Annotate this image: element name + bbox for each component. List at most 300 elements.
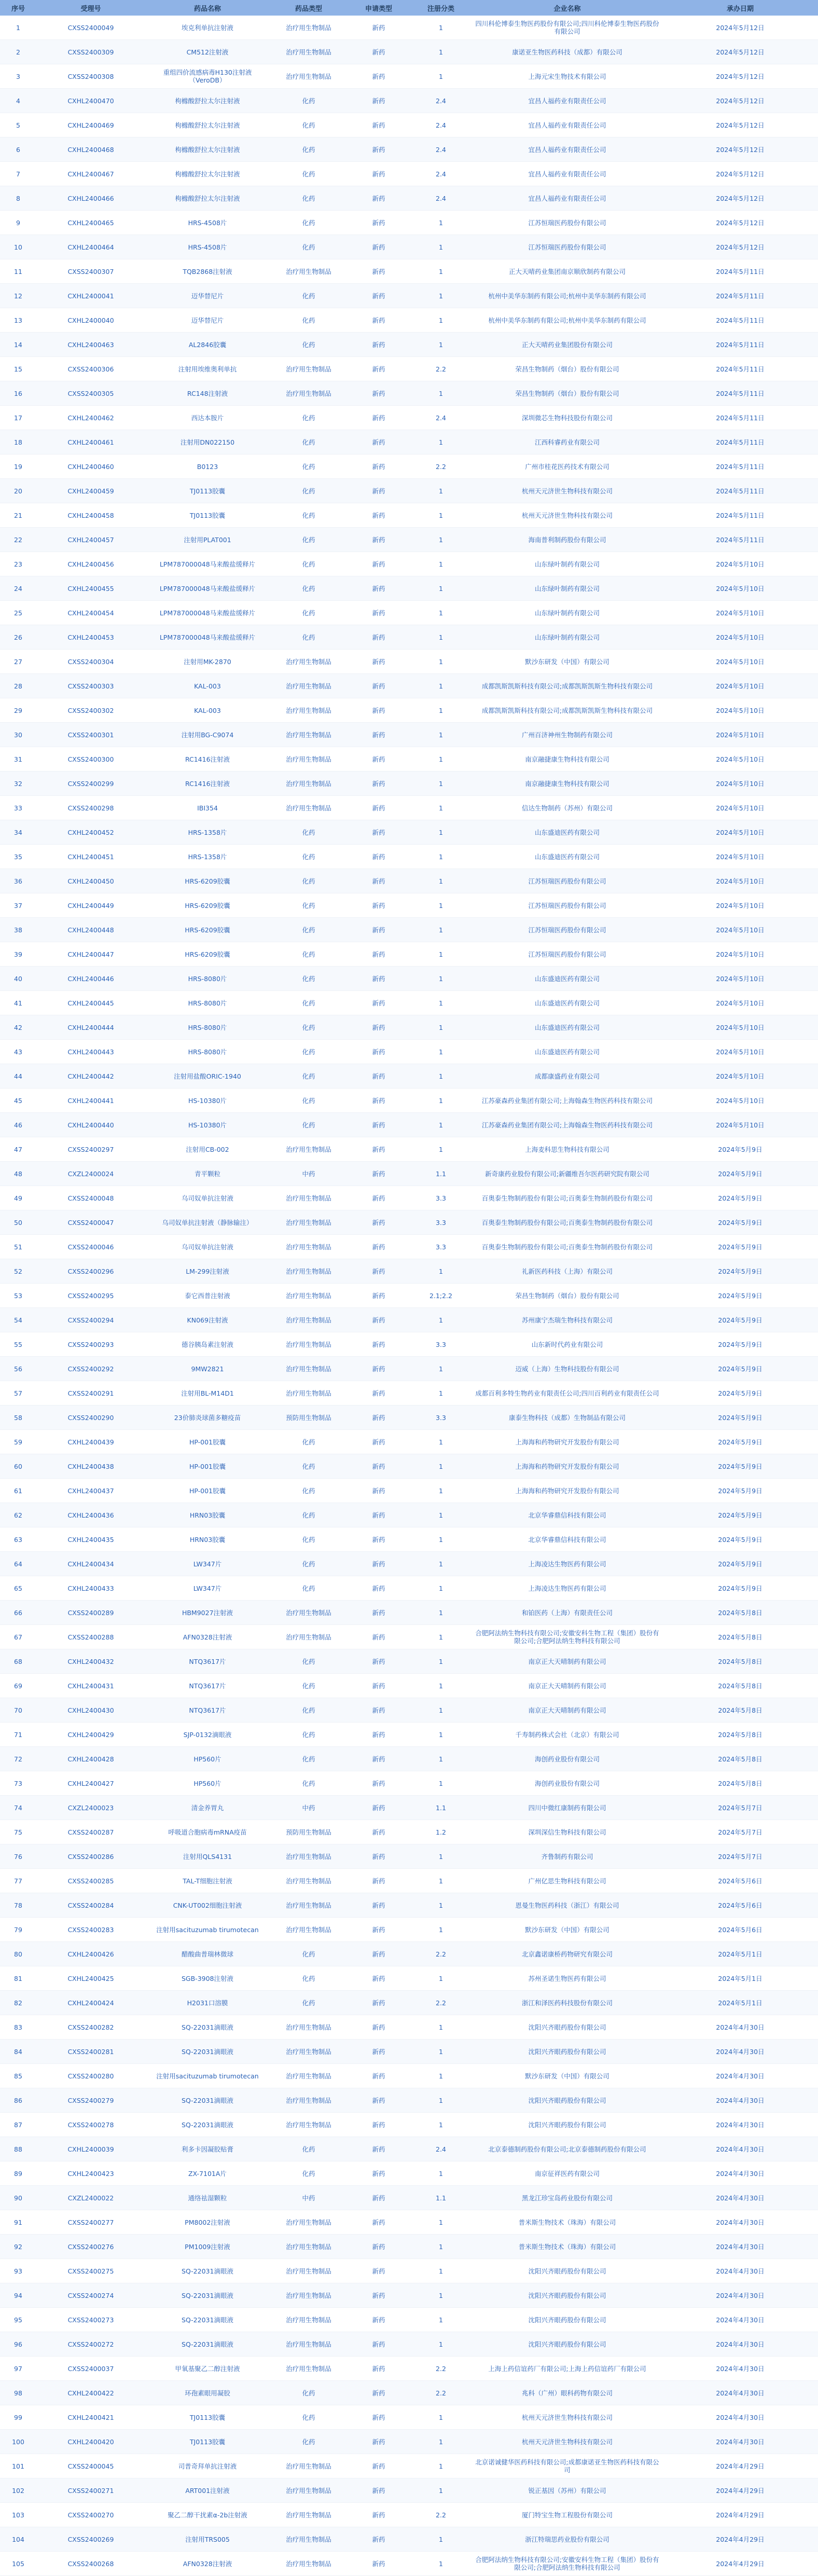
company-name: 上海上药信谊药厂有限公司;上海上药信谊药厂有限公司 — [472, 2357, 662, 2381]
drug-name[interactable]: HRN03胶囊 — [145, 1527, 270, 1552]
drug-name[interactable]: 埃克利单抗注射液 — [145, 16, 270, 40]
drug-name[interactable]: HRS-4508片 — [145, 211, 270, 235]
drug-name[interactable]: HP-001胶囊 — [145, 1454, 270, 1479]
row-index: 10 — [0, 235, 36, 259]
drug-name[interactable]: HRS-8080片 — [145, 1040, 270, 1064]
acceptance-number[interactable]: CXHL2400461 — [36, 430, 145, 454]
acceptance-number[interactable]: CXHL2400469 — [36, 113, 145, 137]
drug-name[interactable]: TJ0113胶囊 — [145, 2430, 270, 2454]
application-type: 新药 — [348, 893, 410, 918]
row-index: 30 — [0, 723, 36, 747]
registration-class: 1 — [410, 16, 472, 40]
drug-name[interactable]: 枸橼酸舒拉太尔注射液 — [145, 89, 270, 113]
table-row — [0, 2405, 818, 2430]
acceptance-number[interactable]: CXSS2400301 — [36, 723, 145, 747]
acceptance-number[interactable]: CXHL2400460 — [36, 454, 145, 479]
acceptance-number[interactable]: CXSS2400046 — [36, 1235, 145, 1259]
acceptance-number[interactable]: CXHL2400438 — [36, 1454, 145, 1479]
drug-name[interactable]: 乌司奴单抗注射液 — [145, 1186, 270, 1210]
drug-name[interactable]: IBI354 — [145, 796, 270, 820]
drug-name[interactable]: KN069注射液 — [145, 1308, 270, 1332]
drug-name[interactable]: 9MW2821 — [145, 1357, 270, 1381]
drug-name[interactable]: 德谷胰岛素注射液 — [145, 1332, 270, 1357]
drug-name[interactable]: AFN0328注射液 — [145, 1625, 270, 1649]
acceptance-number[interactable]: CXHL2400444 — [36, 1015, 145, 1040]
table-row — [0, 284, 818, 308]
drug-name[interactable]: CNK-UT002细胞注射液 — [145, 1893, 270, 1918]
drug-name[interactable]: LPM787000048马来酸盐缓释片 — [145, 552, 270, 576]
application-type: 新药 — [348, 1747, 410, 1771]
drug-type: 中药 — [270, 1796, 348, 1820]
drug-name[interactable]: TJ0113胶囊 — [145, 503, 270, 528]
drug-name[interactable]: 注射用TRS005 — [145, 2527, 270, 2552]
registration-class: 1 — [410, 1576, 472, 1601]
drug-name[interactable]: LPM787000048马来酸盐缓释片 — [145, 625, 270, 650]
row-index: 94 — [0, 2283, 36, 2308]
drug-name[interactable]: HBM9027注射液 — [145, 1601, 270, 1625]
company-name: 广州亿思生物科技有限公司 — [472, 1869, 662, 1893]
drug-name[interactable]: SQ-22031滴眼液 — [145, 2283, 270, 2308]
acceptance-number[interactable]: CXSS2400277 — [36, 2210, 145, 2235]
acceptance-number[interactable]: CXSS2400292 — [36, 1357, 145, 1381]
drug-name[interactable]: 乌司奴单抗注射液（静脉输注） — [145, 1210, 270, 1235]
acceptance-number[interactable]: CXHL2400421 — [36, 2405, 145, 2430]
drug-type: 治疗用生物制品 — [270, 2113, 348, 2137]
undertake-date: 2024年5月7日 — [662, 1820, 818, 1844]
acceptance-number[interactable]: CXSS2400306 — [36, 357, 145, 381]
acceptance-number[interactable]: CXSS2400293 — [36, 1332, 145, 1357]
drug-name[interactable]: PM1009注射液 — [145, 2235, 270, 2259]
acceptance-number[interactable]: CXSS2400300 — [36, 747, 145, 772]
drug-name[interactable]: NTQ3617片 — [145, 1674, 270, 1698]
table-row — [0, 2308, 818, 2332]
drug-name[interactable]: ART001注射液 — [145, 2478, 270, 2503]
acceptance-number[interactable]: CXHL2400458 — [36, 503, 145, 528]
acceptance-number[interactable]: CXSS2400305 — [36, 381, 145, 406]
drug-type: 化药 — [270, 1966, 348, 1991]
acceptance-number[interactable]: CXHL2400470 — [36, 89, 145, 113]
application-type: 新药 — [348, 1869, 410, 1893]
table-row — [0, 2137, 818, 2161]
table-row — [0, 1357, 818, 1381]
drug-type: 化药 — [270, 1113, 348, 1137]
acceptance-number[interactable]: CXSS2400272 — [36, 2332, 145, 2357]
acceptance-number[interactable]: CXHL2400467 — [36, 162, 145, 186]
acceptance-number[interactable]: CXHL2400468 — [36, 137, 145, 162]
acceptance-number[interactable]: CXHL2400452 — [36, 820, 145, 845]
acceptance-number[interactable]: CXSS2400307 — [36, 259, 145, 284]
drug-name[interactable]: KAL-003 — [145, 698, 270, 723]
acceptance-number[interactable]: CXHL2400443 — [36, 1040, 145, 1064]
row-index: 90 — [0, 2186, 36, 2210]
registration-class: 2.1;2.2 — [410, 1284, 472, 1308]
drug-name[interactable]: HRS-1358片 — [145, 820, 270, 845]
drug-name[interactable]: 枸橼酸舒拉太尔注射液 — [145, 162, 270, 186]
acceptance-number[interactable]: CXHL2400462 — [36, 406, 145, 430]
acceptance-number[interactable]: CXSS2400045 — [36, 2454, 145, 2478]
table-row — [0, 625, 818, 650]
acceptance-number[interactable]: CXHL2400447 — [36, 942, 145, 967]
acceptance-number[interactable]: CXHL2400039 — [36, 2137, 145, 2161]
acceptance-number[interactable]: CXHL2400040 — [36, 308, 145, 333]
undertake-date: 2024年5月12日 — [662, 211, 818, 235]
acceptance-number[interactable]: CXSS2400295 — [36, 1284, 145, 1308]
acceptance-number[interactable]: CXSS2400283 — [36, 1918, 145, 1942]
registration-class: 1 — [410, 1308, 472, 1332]
drug-name[interactable]: AFN0328注射液 — [145, 2552, 270, 2576]
table-row — [0, 1406, 818, 1430]
drug-name[interactable]: HRS-1358片 — [145, 845, 270, 869]
registration-class: 2.4 — [410, 137, 472, 162]
acceptance-number[interactable]: CXHL2400445 — [36, 991, 145, 1015]
drug-name[interactable]: LM-299注射液 — [145, 1259, 270, 1284]
acceptance-number[interactable]: CXZL2400022 — [36, 2186, 145, 2210]
drug-name[interactable]: SJP-0132滴眼液 — [145, 1723, 270, 1747]
undertake-date: 2024年5月9日 — [662, 1503, 818, 1527]
drug-name[interactable]: PM8002注射液 — [145, 2210, 270, 2235]
drug-name[interactable]: 注射用PLAT001 — [145, 528, 270, 552]
table-row — [0, 2527, 818, 2552]
application-type: 新药 — [348, 2503, 410, 2527]
acceptance-number[interactable]: CXSS2400290 — [36, 1406, 145, 1430]
acceptance-number[interactable]: CXSS2400304 — [36, 650, 145, 674]
drug-name[interactable]: 呼吸道合胞病毒mRNA疫苗 — [145, 1820, 270, 1844]
acceptance-number[interactable]: CXSS2400308 — [36, 64, 145, 89]
acceptance-number[interactable]: CXSS2400309 — [36, 40, 145, 64]
row-index: 100 — [0, 2430, 36, 2454]
drug-name[interactable]: 注射用QLS4131 — [145, 1844, 270, 1869]
drug-name[interactable]: HRS-8080片 — [145, 1015, 270, 1040]
drug-name[interactable]: LPM787000048马来酸盐缓释片 — [145, 601, 270, 625]
acceptance-number[interactable]: CXHL2400425 — [36, 1966, 145, 1991]
drug-name[interactable]: 环孢素眼用凝胶 — [145, 2381, 270, 2405]
drug-type: 化药 — [270, 1576, 348, 1601]
application-type: 新药 — [348, 2088, 410, 2113]
acceptance-number[interactable]: CXHL2400449 — [36, 893, 145, 918]
acceptance-number[interactable]: CXHL2400440 — [36, 1113, 145, 1137]
undertake-date: 2024年5月9日 — [662, 1186, 818, 1210]
row-index: 22 — [0, 528, 36, 552]
table-row — [0, 2161, 818, 2186]
acceptance-number[interactable]: CXSS2400297 — [36, 1137, 145, 1162]
acceptance-number[interactable]: CXSS2400037 — [36, 2357, 145, 2381]
acceptance-number[interactable]: CXSS2400270 — [36, 2503, 145, 2527]
acceptance-number[interactable]: CXHL2400457 — [36, 528, 145, 552]
drug-name[interactable]: RC1416注射液 — [145, 772, 270, 796]
drug-type: 化药 — [270, 2405, 348, 2430]
acceptance-number[interactable]: CXSS2400291 — [36, 1381, 145, 1406]
acceptance-number[interactable]: CXSS2400278 — [36, 2113, 145, 2137]
drug-name[interactable]: 迈华替尼片 — [145, 308, 270, 333]
drug-name[interactable]: 注射用DN022150 — [145, 430, 270, 454]
acceptance-number[interactable]: CXSS2400279 — [36, 2088, 145, 2113]
undertake-date: 2024年5月10日 — [662, 723, 818, 747]
drug-name[interactable]: HP-001胶囊 — [145, 1430, 270, 1454]
undertake-date: 2024年5月9日 — [662, 1210, 818, 1235]
drug-name[interactable]: HRS-6209胶囊 — [145, 869, 270, 893]
acceptance-number[interactable]: CXSS2400286 — [36, 1844, 145, 1869]
drug-name[interactable]: LPM787000048马来酸盐缓释片 — [145, 576, 270, 601]
drug-name[interactable]: HP560片 — [145, 1747, 270, 1771]
drug-type: 化药 — [270, 552, 348, 576]
row-index: 84 — [0, 2040, 36, 2064]
acceptance-number[interactable]: CXHL2400041 — [36, 284, 145, 308]
drug-type: 化药 — [270, 918, 348, 942]
drug-name[interactable]: 23价肺炎球菌多糖疫苗 — [145, 1406, 270, 1430]
drug-name[interactable]: 注射用CB-002 — [145, 1137, 270, 1162]
drug-name[interactable]: SGB-3908注射液 — [145, 1966, 270, 1991]
undertake-date: 2024年5月11日 — [662, 503, 818, 528]
drug-name[interactable]: 通络祛湿颗粒 — [145, 2186, 270, 2210]
drug-name[interactable]: 聚乙二醇干扰素α-2b注射液 — [145, 2503, 270, 2527]
acceptance-number[interactable]: CXSS2400289 — [36, 1601, 145, 1625]
drug-name[interactable]: SQ-22031滴眼液 — [145, 2259, 270, 2283]
undertake-date: 2024年5月10日 — [662, 1015, 818, 1040]
row-index: 15 — [0, 357, 36, 381]
drug-name[interactable]: LW347片 — [145, 1552, 270, 1576]
drug-name[interactable]: H2031口溶膜 — [145, 1991, 270, 2015]
acceptance-number[interactable]: CXSS2400049 — [36, 16, 145, 40]
application-type: 新药 — [348, 1235, 410, 1259]
drug-name[interactable]: 注射用BG-C9074 — [145, 723, 270, 747]
drug-name[interactable]: TAL-T细胞注射液 — [145, 1869, 270, 1893]
acceptance-number[interactable]: CXHL2400465 — [36, 211, 145, 235]
drug-name[interactable]: SQ-22031滴眼液 — [145, 2015, 270, 2040]
acceptance-number[interactable]: CXHL2400442 — [36, 1064, 145, 1089]
acceptance-number[interactable]: CXHL2400436 — [36, 1503, 145, 1527]
registration-class: 1 — [410, 1893, 472, 1918]
acceptance-number[interactable]: CXHL2400426 — [36, 1942, 145, 1966]
drug-name[interactable]: HRS-6209胶囊 — [145, 893, 270, 918]
drug-name[interactable]: HRS-8080片 — [145, 991, 270, 1015]
acceptance-number[interactable]: CXHL2400463 — [36, 333, 145, 357]
acceptance-number[interactable]: CXSS2400276 — [36, 2235, 145, 2259]
drug-name[interactable]: HP560片 — [145, 1771, 270, 1796]
drug-name[interactable]: HRS-6209胶囊 — [145, 942, 270, 967]
acceptance-number[interactable]: CXZL2400024 — [36, 1162, 145, 1186]
registration-class: 1 — [410, 869, 472, 893]
undertake-date: 2024年5月11日 — [662, 430, 818, 454]
drug-name[interactable]: HS-10380片 — [145, 1113, 270, 1137]
drug-name[interactable]: HRS-8080片 — [145, 967, 270, 991]
drug-name[interactable]: SQ-22031滴眼液 — [145, 2308, 270, 2332]
drug-type: 化药 — [270, 186, 348, 211]
registration-class: 1 — [410, 2283, 472, 2308]
drug-name[interactable]: NTQ3617片 — [145, 1649, 270, 1674]
drug-name[interactable]: 迈华替尼片 — [145, 284, 270, 308]
acceptance-number[interactable]: CXSS2400048 — [36, 1186, 145, 1210]
acceptance-number[interactable]: CXSS2400284 — [36, 1893, 145, 1918]
drug-name[interactable]: 注射用sacituzumab tirumotecan — [145, 1918, 270, 1942]
row-index: 18 — [0, 430, 36, 454]
acceptance-number[interactable]: CXHL2400437 — [36, 1479, 145, 1503]
drug-name[interactable]: 注射用埃维奥利单抗 — [145, 357, 270, 381]
acceptance-number[interactable]: CXHL2400466 — [36, 186, 145, 211]
drug-name[interactable]: 注射用sacituzumab tirumotecan — [145, 2064, 270, 2088]
undertake-date: 2024年5月12日 — [662, 40, 818, 64]
undertake-date: 2024年5月11日 — [662, 259, 818, 284]
acceptance-number[interactable]: CXHL2400435 — [36, 1527, 145, 1552]
drug-name[interactable]: LW347片 — [145, 1576, 270, 1601]
table-row — [0, 942, 818, 967]
row-index: 33 — [0, 796, 36, 820]
acceptance-number[interactable]: CXSS2400296 — [36, 1259, 145, 1284]
undertake-date: 2024年5月11日 — [662, 479, 818, 503]
drug-name[interactable]: 注射用MK-2870 — [145, 650, 270, 674]
acceptance-number[interactable]: CXSS2400047 — [36, 1210, 145, 1235]
acceptance-number[interactable]: CXSS2400288 — [36, 1625, 145, 1649]
acceptance-number[interactable]: CXHL2400448 — [36, 918, 145, 942]
acceptance-number[interactable]: CXZL2400023 — [36, 1796, 145, 1820]
acceptance-number[interactable]: CXHL2400422 — [36, 2381, 145, 2405]
drug-name[interactable]: 枸橼酸舒拉太尔注射液 — [145, 186, 270, 211]
acceptance-number[interactable]: CXSS2400294 — [36, 1308, 145, 1332]
drug-name[interactable]: 泰它西普注射液 — [145, 1284, 270, 1308]
acceptance-number[interactable]: CXHL2400434 — [36, 1552, 145, 1576]
acceptance-number[interactable]: CXSS2400281 — [36, 2040, 145, 2064]
acceptance-number[interactable]: CXHL2400450 — [36, 869, 145, 893]
table-row — [0, 1747, 818, 1771]
drug-name[interactable]: 清金养胃丸 — [145, 1796, 270, 1820]
application-type: 新药 — [348, 211, 410, 235]
table-row — [0, 259, 818, 284]
drug-name[interactable]: HS-10380片 — [145, 1089, 270, 1113]
drug-name[interactable]: SQ-22031滴眼液 — [145, 2088, 270, 2113]
drug-name[interactable]: 醋酸曲普瑞林微球 — [145, 1942, 270, 1966]
drug-type: 治疗用生物制品 — [270, 1844, 348, 1869]
acceptance-number[interactable]: CXHL2400428 — [36, 1747, 145, 1771]
drug-name[interactable]: SQ-22031滴眼液 — [145, 2113, 270, 2137]
application-type: 新药 — [348, 40, 410, 64]
drug-type: 化药 — [270, 1015, 348, 1040]
row-index: 51 — [0, 1235, 36, 1259]
drug-name[interactable]: 西达本胺片 — [145, 406, 270, 430]
undertake-date: 2024年5月8日 — [662, 1771, 818, 1796]
acceptance-number[interactable]: CXHL2400427 — [36, 1771, 145, 1796]
company-name: 深圳深信生物科技有限公司 — [472, 1820, 662, 1844]
drug-name[interactable]: SQ-22031滴眼液 — [145, 2040, 270, 2064]
acceptance-number[interactable]: CXSS2400271 — [36, 2478, 145, 2503]
drug-name[interactable]: 利多卡因凝胶贴膏 — [145, 2137, 270, 2161]
acceptance-number[interactable]: CXSS2400303 — [36, 674, 145, 698]
acceptance-number[interactable]: CXHL2400432 — [36, 1649, 145, 1674]
company-name: 锐正基因（苏州）有限公司 — [472, 2478, 662, 2503]
acceptance-number[interactable]: CXSS2400280 — [36, 2064, 145, 2088]
drug-name[interactable]: HRN03胶囊 — [145, 1503, 270, 1527]
application-type: 新药 — [348, 1113, 410, 1137]
acceptance-number[interactable]: CXHL2400464 — [36, 235, 145, 259]
acceptance-number[interactable]: CXSS2400273 — [36, 2308, 145, 2332]
drug-name[interactable]: KAL-003 — [145, 674, 270, 698]
acceptance-number[interactable]: CXHL2400453 — [36, 625, 145, 650]
application-type: 新药 — [348, 1918, 410, 1942]
acceptance-number[interactable]: CXHL2400423 — [36, 2161, 145, 2186]
acceptance-number[interactable]: CXHL2400429 — [36, 1723, 145, 1747]
application-type: 新药 — [348, 967, 410, 991]
drug-name[interactable]: 枸橼酸舒拉太尔注射液 — [145, 113, 270, 137]
acceptance-number[interactable]: CXSS2400268 — [36, 2552, 145, 2576]
acceptance-number[interactable]: CXHL2400430 — [36, 1698, 145, 1723]
acceptance-number[interactable]: CXHL2400455 — [36, 576, 145, 601]
row-index: 5 — [0, 113, 36, 137]
table-row — [0, 1918, 818, 1942]
drug-name[interactable]: CM512注射液 — [145, 40, 270, 64]
drug-name[interactable]: 甲氧基聚乙二醇注射液 — [145, 2357, 270, 2381]
acceptance-number[interactable]: CXSS2400302 — [36, 698, 145, 723]
company-name: 厦门特宝生物工程股份有限公司 — [472, 2503, 662, 2527]
drug-name[interactable]: 枸橼酸舒拉太尔注射液 — [145, 137, 270, 162]
acceptance-number[interactable]: CXHL2400446 — [36, 967, 145, 991]
acceptance-number[interactable]: CXSS2400298 — [36, 796, 145, 820]
drug-type: 治疗用生物制品 — [270, 698, 348, 723]
row-index: 65 — [0, 1576, 36, 1601]
application-type: 新药 — [348, 2161, 410, 2186]
acceptance-number[interactable]: CXHL2400424 — [36, 1991, 145, 2015]
acceptance-number[interactable]: CXSS2400285 — [36, 1869, 145, 1893]
acceptance-number[interactable]: CXSS2400282 — [36, 2015, 145, 2040]
drug-name[interactable]: HP-001胶囊 — [145, 1479, 270, 1503]
acceptance-number[interactable]: CXHL2400459 — [36, 479, 145, 503]
drug-name[interactable]: HRS-6209胶囊 — [145, 918, 270, 942]
registration-class: 1 — [410, 1625, 472, 1649]
drug-name[interactable]: ZX-7101A片 — [145, 2161, 270, 2186]
drug-name[interactable]: 注射用BL-M14D1 — [145, 1381, 270, 1406]
acceptance-number[interactable]: CXSS2400275 — [36, 2259, 145, 2283]
drug-name[interactable]: 青平颗粒 — [145, 1162, 270, 1186]
drug-name[interactable]: NTQ3617片 — [145, 1698, 270, 1723]
company-name: 正大天晴药业集团股份有限公司 — [472, 333, 662, 357]
acceptance-number[interactable]: CXHL2400433 — [36, 1576, 145, 1601]
application-type: 新药 — [348, 942, 410, 967]
drug-name[interactable]: TJ0113胶囊 — [145, 479, 270, 503]
registration-class: 1 — [410, 893, 472, 918]
drug-name[interactable]: AL2846胶囊 — [145, 333, 270, 357]
acceptance-number[interactable]: CXHL2400451 — [36, 845, 145, 869]
acceptance-number[interactable]: CXSS2400287 — [36, 1820, 145, 1844]
drug-type: 化药 — [270, 528, 348, 552]
drug-name[interactable]: TQB2868注射液 — [145, 259, 270, 284]
drug-name[interactable]: RC148注射液 — [145, 381, 270, 406]
registration-class: 1 — [410, 1698, 472, 1723]
drug-name[interactable]: RC1416注射液 — [145, 747, 270, 772]
drug-name[interactable]: SQ-22031滴眼液 — [145, 2332, 270, 2357]
drug-name[interactable]: 重组四价流感病毒H130注射液（VeroDB） — [145, 64, 270, 89]
acceptance-number[interactable]: CXHL2400441 — [36, 1089, 145, 1113]
acceptance-number[interactable]: CXHL2400420 — [36, 2430, 145, 2454]
company-name: 上海海和药物研究开发股份有限公司 — [472, 1479, 662, 1503]
table-row — [0, 406, 818, 430]
acceptance-number[interactable]: CXHL2400431 — [36, 1674, 145, 1698]
acceptance-number[interactable]: CXHL2400456 — [36, 552, 145, 576]
drug-name[interactable]: TJ0113胶囊 — [145, 2405, 270, 2430]
undertake-date: 2024年5月10日 — [662, 796, 818, 820]
application-type: 新药 — [348, 2283, 410, 2308]
application-type: 新药 — [348, 2332, 410, 2357]
drug-name[interactable]: 司普奇拜单抗注射液 — [145, 2454, 270, 2478]
undertake-date: 2024年5月10日 — [662, 820, 818, 845]
acceptance-number[interactable]: CXSS2400269 — [36, 2527, 145, 2552]
acceptance-number[interactable]: CXSS2400299 — [36, 772, 145, 796]
row-index: 85 — [0, 2064, 36, 2088]
drug-name[interactable]: 乌司奴单抗注射液 — [145, 1235, 270, 1259]
acceptance-number[interactable]: CXSS2400274 — [36, 2283, 145, 2308]
drug-name[interactable]: B0123 — [145, 454, 270, 479]
drug-name[interactable]: 注射用盐酸ORIC-1940 — [145, 1064, 270, 1089]
drug-name[interactable]: HRS-4508片 — [145, 235, 270, 259]
drug-type: 化药 — [270, 845, 348, 869]
acceptance-number[interactable]: CXHL2400439 — [36, 1430, 145, 1454]
acceptance-number[interactable]: CXHL2400454 — [36, 601, 145, 625]
